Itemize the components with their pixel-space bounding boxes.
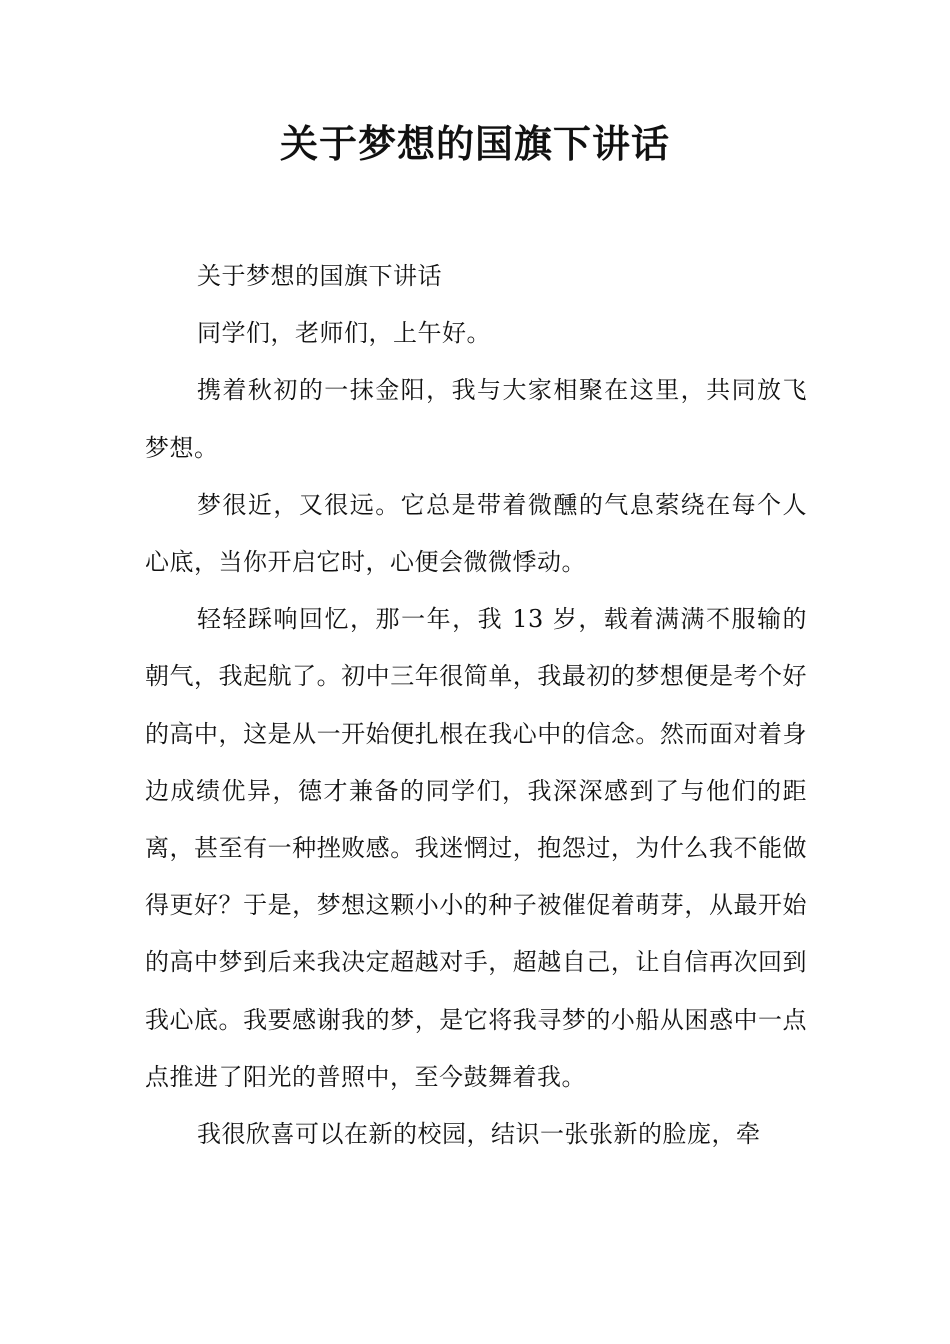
paragraph-greeting: 同学们，老师们，上午好。 bbox=[197, 319, 491, 348]
document-body bbox=[145, 248, 807, 1163]
paragraph-new-campus: 我很欣喜可以在新的校园，结识一张张新的脸庞，牵 bbox=[197, 1120, 761, 1149]
document-title: 关于梦想的国旗下讲话 bbox=[279, 122, 670, 166]
paragraph-memory: 轻轻踩响回忆，那一年，我 13 岁，载着满满不服输的朝气，我起航了。初中三年很简单，我最初的梦想便是考个好的高中，这是从一开始便扎根在我心中的信念。然而面对着身边成绩优异，德才兼备的同学们，我深深感到了与他们的距离，甚至有一种挫败感。我迷惘过，抱怨过，为什么我不能做得更好？于是，梦想这颗小小的种子被催促着萌芽，从最开始的高中梦到后来我决定超越对手，超越自己，让自信再次回到我心底。我要感谢我的梦，是它将我寻梦的小船从困惑中一点点推进了阳光的普照中，至今鼓舞着我。 bbox=[145, 605, 807, 1091]
paragraph-intro: 携着秋初的一抹金阳，我与大家相聚在这里，共同放飞梦想。 bbox=[145, 376, 807, 462]
paragraph-dream-near-far: 梦很近，又很远。它总是带着微醺的气息萦绕在每个人心底，当你开启它时，心便会微微悸动。 bbox=[145, 490, 807, 577]
paragraph-heading: 关于梦想的国旗下讲话 bbox=[197, 262, 442, 290]
